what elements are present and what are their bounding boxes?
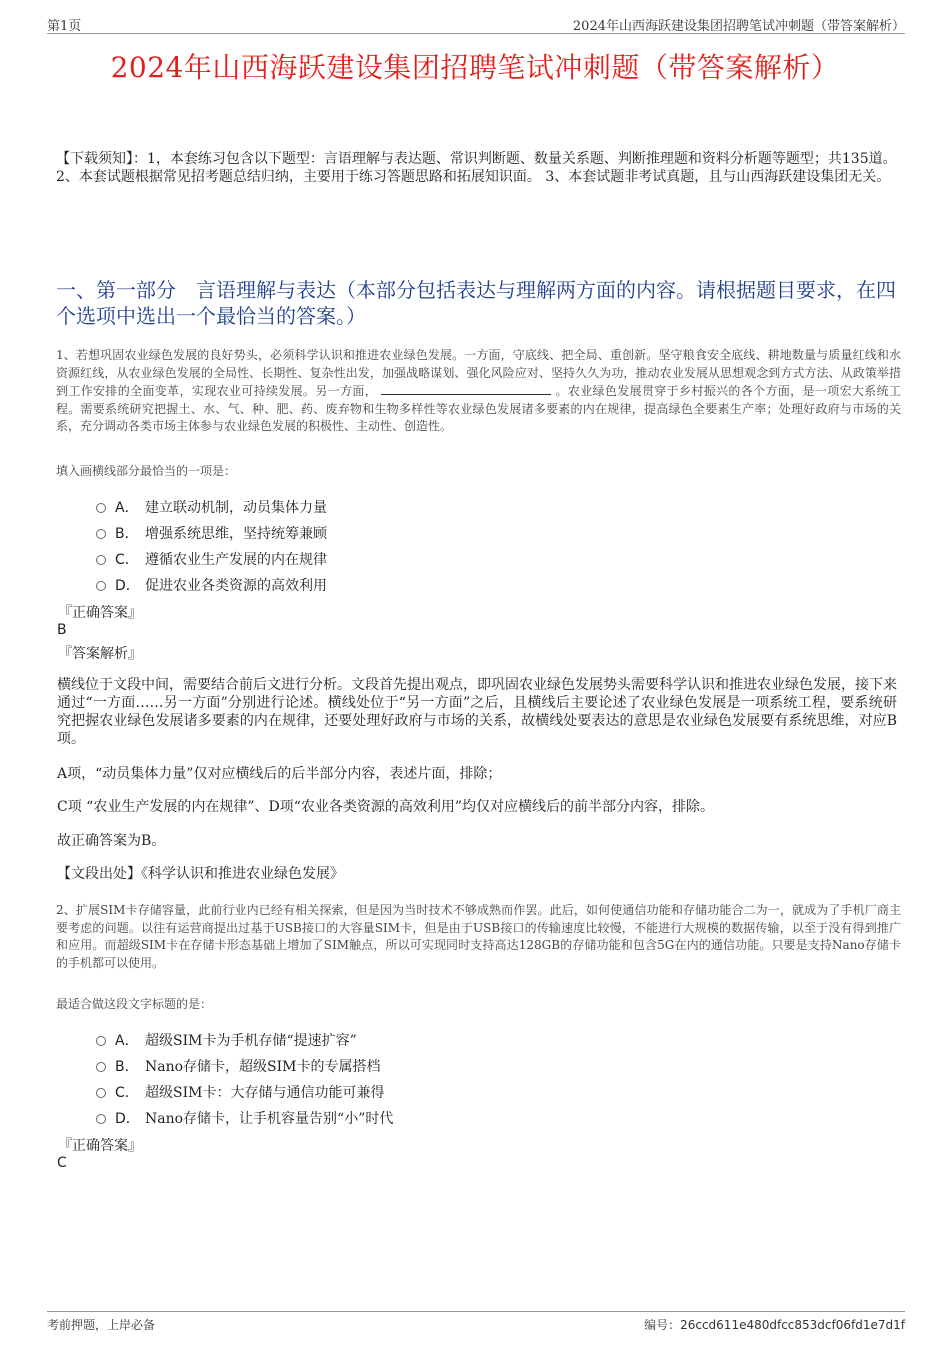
question-1-analysis-p3: C项 “农业生产发展的内在规律”、D项“农业各类资源的高效利用”均仅对应横线后的前半部分内容，排除。 (57, 799, 715, 815)
question-2-option-b[interactable]: B． Nano存储卡，超级SIM卡的专属搭档 (96, 1056, 381, 1076)
question-1-option-b[interactable]: B． 增强系统思维，坚持统筹兼顾 (96, 523, 327, 543)
question-1-analysis-p2: A项，“动员集体力量”仅对应横线后的后半部分内容，表述片面，排除； (57, 766, 502, 782)
footer-doc-id: 编号：26ccd611e480dfcc853dcf06fd1e7d1f (644, 1318, 905, 1332)
question-1-answer: B (57, 622, 67, 638)
question-2-option-a[interactable]: A． 超级SIM卡为手机存储“提速扩容” (96, 1030, 357, 1050)
radio-icon[interactable] (96, 1036, 106, 1046)
question-1-option-a[interactable]: A． 建立联动机制，动员集体力量 (96, 497, 327, 517)
question-2-answer: C (57, 1155, 67, 1171)
question-2-option-d[interactable]: D． Nano存储卡，让手机容量告别“小”时代 (96, 1108, 393, 1128)
question-1-answer-label: 『正确答案』 (58, 605, 142, 621)
question-1-option-d[interactable]: D． 促进农业各类资源的高效利用 (96, 575, 327, 595)
radio-icon[interactable] (96, 503, 106, 513)
page-footer (47, 1311, 905, 1332)
question-2-answer-label: 『正确答案』 (58, 1138, 142, 1154)
question-1-source: 【文段出处】《科学认识和推进农业绿色发展》 (57, 866, 344, 882)
footer-slogan: 考前押题，上岸必备 (47, 1318, 156, 1332)
question-1-analysis-label: 『答案解析』 (58, 646, 142, 662)
header-doc-title: 2024年山西海跃建设集团招聘笔试冲刺题（带答案解析） (572, 19, 905, 34)
fill-blank-line (381, 382, 551, 395)
radio-icon[interactable] (96, 529, 106, 539)
question-1-prompt: 填入画横线部分最恰当的一项是： (56, 464, 237, 478)
question-1-text (56, 347, 901, 436)
question-1-text-after: 。农业绿色发展贯穿于乡村振兴的各个方面，是一项宏大系统工程。需要系统研究把握土、水、气、种、肥、药、废弃物和生物多样性等农业绿色发展诸多要素的内在规律，提高绿色全要素生产率；处理好政府与市场的关系，充分调动各类市场主体参与农业绿色发展的积极性、主动性、创造性。 (56, 384, 901, 433)
question-1-analysis-p4: 故正确答案为B。 (57, 833, 166, 849)
question-1-text-before: 1、若想巩固农业绿色发展的良好势头，必须科学认识和推进农业绿色发展。一方面，守底线、把全局、重创新。坚守粮食安全底线、耕地数量与质量红线和水资源红线，从农业绿色发展的全局性、长期性、复杂性出发，加强战略谋划、强化风险应对、坚持久久为功，推动农业发展从思想观念到方式方法、从政策举措到工作安排的全面变革，实现农业可持续发展。另一方面， (56, 348, 901, 398)
radio-icon[interactable] (96, 1114, 106, 1124)
question-1-analysis-p1: 横线位于文段中间，需要结合前后文进行分析。文段首先提出观点，即巩固农业绿色发展势头需要科学认识和推进农业绿色发展，接下来通过“一方面……另一方面”分别进行论述。横线处位于“另一方面”之后，且横线后主要论述了农业绿色发展是一项系统工程，要系统研究把握农业绿色发展诸多要素的内在规律，还要处理好政府与市场的关系，故横线处要表达的意思是农业绿色发展要有系统思维，对应B项。 (57, 677, 897, 747)
question-2-prompt: 最适合做这段文字标题的是： (56, 997, 213, 1011)
radio-icon[interactable] (96, 581, 106, 591)
section-heading: 一、第一部分 言语理解与表达（本部分包括表达与理解两方面的内容。请根据题目要求，在四个选项中选出一个最恰当的答案。） (56, 278, 896, 328)
question-2-option-c[interactable]: C． 超级SIM卡：大存储与通信功能可兼得 (96, 1082, 384, 1102)
document-title: 2024年山西海跃建设集团招聘笔试冲刺题（带答案解析） (110, 51, 840, 84)
radio-icon[interactable] (96, 1062, 106, 1072)
download-notice: 【下载须知】：1，本套练习包含以下题型：言语理解与表达题、常识判断题、数量关系题、判断推理题和资料分析题等题型；共135道。 2、本套试题根据常见招考题总结归纳，主要用于练习答题思路和拓展知识面。 3、本套试题非考试真题，且与山西海跃建设集团无关。 (56, 151, 897, 185)
page-header (47, 13, 905, 34)
radio-icon[interactable] (96, 555, 106, 565)
question-1-option-c[interactable]: C． 遵循农业生产发展的内在规律 (96, 549, 327, 569)
radio-icon[interactable] (96, 1088, 106, 1098)
question-2-text: 2、扩展SIM卡存储容量，此前行业内已经有相关探索，但是因为当时技术不够成熟而作罢。此后，如何使通信功能和存储功能合二为一，就成为了手机厂商主要考虑的问题。以往有运营商提出过基于USB接口的大容量SIM卡，但是由于USB接口的传输速度比较慢，不能进行大规模的数据传输，以至于没有得到推广和应用。而超级SIM卡在存储卡形态基础上增加了SIM触点，所以可实现同时支持高达128GB的存储功能和包含5G在内的通信功能。只要是支持Nano存储卡的手机都可以使用。 (56, 903, 901, 970)
page-number: 第1页 (47, 19, 82, 34)
